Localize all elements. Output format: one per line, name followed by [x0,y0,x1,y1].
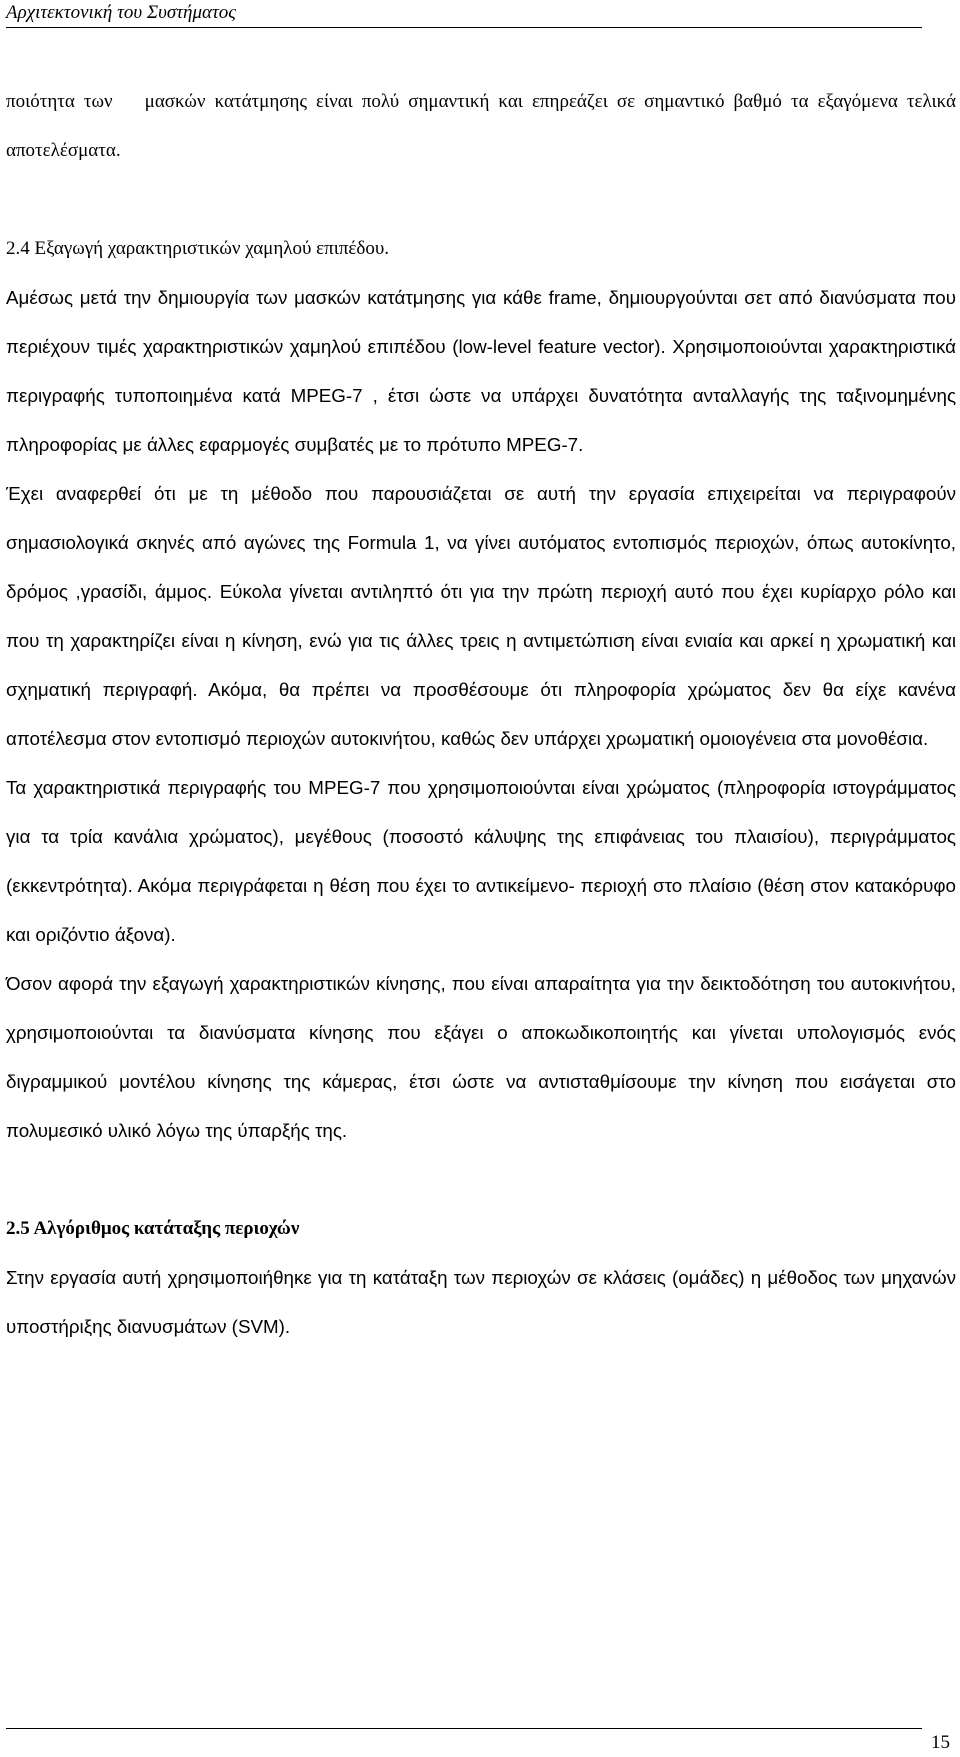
footer-divider [6,1728,922,1729]
paragraph-continuation [6,77,956,175]
paragraph-feature-vectors: Αμέσως μετά την δημιουργία των μασκών κατάτμησης για κάθε frame, δημιουργούνται σετ από διανύσματα που περιέχουν τιμές χαρακτηριστικών χαμηλού επιπέδου (low-level feature vector). Χρησιμοποιούνται χαρακτηριστικά περιγραφής τυποποιημένα κατά MPEG-7 , έτσι ώστε να υπάρχει δυνατότητα ανταλλαγής της ταξινομημένης πληροφορίας με άλλες εφαρμογές συμβατές με το πρότυπο MPEG-7. [6,287,956,455]
page-number: 15 [931,1732,950,1753]
section-heading-2-4: 2.4 Εξαγωγή χαρακτηριστικών χαμηλού επιπέδου. [6,238,390,259]
paragraph-continuation-start: ποιότητα των [6,91,113,112]
running-header: Αρχιτεκτονική του Συστήματος [6,2,236,23]
spacer [6,175,956,224]
paragraph-motion-features: Όσον αφορά την εξαγωγή χαρακτηριστικών κίνησης, που είναι απαραίτητα για την δεικτοδότηση του αυτοκινήτου, χρησιμοποιούνται τα διανύσματα κίνησης που εξάγει ο αποκωδικοποιητής και γίνεται υπολογισμός ενός διγραμμικού μοντέλου κίνησης της κάμερας, έτσι ώστε να αντισταθμίσουμε την κίνηση που εισάγεται στο πολυμεσικό υλικό λόγω της ύπαρξής της. [6,973,956,1141]
paragraph-formula1-regions: Έχει αναφερθεί ότι με τη μέθοδο που παρουσιάζεται σε αυτή την εργασία επιχειρείται να περιγραφούν σημασιολογικά σκηνές από αγώνες της Formula 1, να γίνει αυτόματος εντοπισμός περιοχών, όπως αυτοκίνητο, δρόμος ,γρασίδι, άμμος. Εύκολα γίνεται αντιληπτό ότι για την πρώτη περιοχή αυτό που έχει κυρίαρχο ρόλο και που τη χαρακτηρίζει είναι η κίνηση, ενώ για τις άλλες τρεις η αντιμετώπιση είναι ενιαία και αρκεί η χρωματική και σχηματική περιγραφή. Ακόμα, θα πρέπει να προσθέσουμε ότι πληροφορία χρώματος δεν θα είχε κανένα αποτέλεσμα στον εντοπισμό περιοχών αυτοκινήτου, καθώς δεν υπάρχει χρωματική ομοιογένεια στα μονοθέσια. [6,483,956,749]
section-heading-2-5: 2.5 Αλγόριθμος κατάταξης περιοχών [6,1218,300,1239]
paragraph-continuation-rest: μασκών κατάτμησης είναι πολύ σημαντική και επηρεάζει σε σημαντικό βαθμό τα εξαγόμενα τελικά αποτελέσματα. [6,91,956,161]
spacer [6,1155,956,1204]
paragraph-mpeg7-descriptors: Τα χαρακτηριστικά περιγραφής του MPEG-7 που χρησιμοποιούνται είναι χρώματος (πληροφορία ιστογράμματος για τα τρία κανάλια χρώματος), μεγέθους (ποσοστό κάλυψης της επιφάνειας του πλαισίου), περιγράμματος (εκκεντρότητα). Ακόμα περιγράφεται η θέση που έχει το αντικείμενο- περιοχή στο πλαίσιο (θέση στον κατακόρυφο και οριζόντιο άξονα). [6,777,956,945]
paragraph-svm: Στην εργασία αυτή χρησιμοποιήθηκε για τη κατάταξη των περιοχών σε κλάσεις (ομάδες) η μέθοδος των μηχανών υποστήριξης διανυσμάτων (SVM). [6,1267,956,1337]
document-body [6,77,956,1351]
header-divider [6,27,922,28]
